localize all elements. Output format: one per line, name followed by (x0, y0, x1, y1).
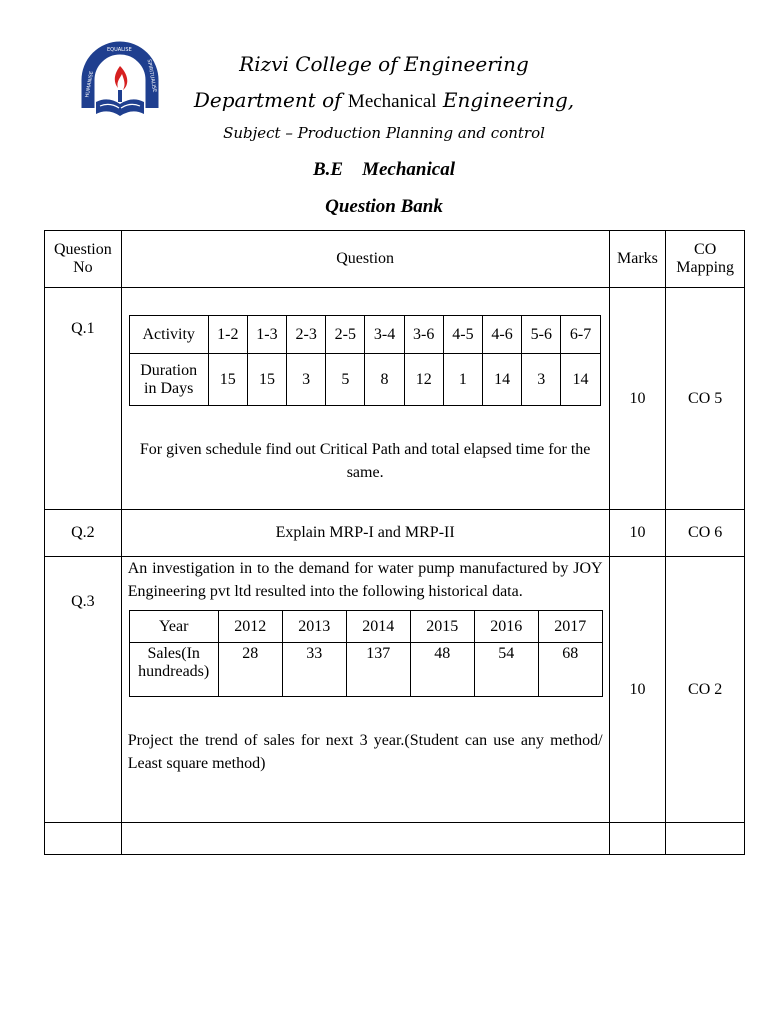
duration-cell: 12 (404, 354, 443, 406)
year-cell: 2017 (538, 611, 602, 643)
question-intro: An investigation in to the demand for water pump manufactured by JOY Engineering pvt ltd resulted into the following historical data. (127, 560, 603, 600)
question-number: Q.1 (45, 288, 122, 510)
sales-cell: 33 (282, 643, 346, 697)
year-cell: 2014 (346, 611, 410, 643)
subject-line: Subject – Production Planning and control (223, 124, 545, 142)
year-cell: 2016 (474, 611, 538, 643)
activity-cell: 3-6 (404, 316, 443, 354)
activity-table (129, 315, 601, 406)
empty-cell (45, 823, 122, 855)
svg-text:HUMANISE: HUMANISE (84, 70, 96, 98)
question-table (44, 230, 745, 855)
duration-cell: 3 (287, 354, 326, 406)
activity-cell: 6-7 (561, 316, 600, 354)
duration-cell: 15 (247, 354, 286, 406)
activity-cell: 4-6 (483, 316, 522, 354)
activity-cell: 5-6 (522, 316, 561, 354)
document-title: Question Bank (325, 196, 443, 217)
co-value: CO 5 (666, 288, 745, 510)
sales-cell: 48 (410, 643, 474, 697)
question-text: For given schedule find out Critical Path and total elapsed time for the same. (139, 441, 591, 481)
marks-value: 10 (609, 557, 666, 823)
empty-cell (666, 823, 745, 855)
year-cell: 2013 (282, 611, 346, 643)
sales-cell: 137 (346, 643, 410, 697)
empty-cell (609, 823, 666, 855)
activity-cell: 2-3 (287, 316, 326, 354)
question-text: Explain MRP-I and MRP-II (121, 510, 609, 557)
sales-cell: 28 (218, 643, 282, 697)
duration-label: Duration in Days (129, 354, 208, 406)
duration-cell: 14 (561, 354, 600, 406)
activity-cell: 3-4 (365, 316, 404, 354)
college-name: Rizvi College of Engineering (239, 52, 529, 76)
activity-cell: 2-5 (326, 316, 365, 354)
duration-cell: 15 (208, 354, 247, 406)
sales-cell: 54 (474, 643, 538, 697)
co-value: CO 2 (666, 557, 745, 823)
empty-row (45, 823, 745, 855)
sales-cell: 68 (538, 643, 602, 697)
duration-cell: 8 (365, 354, 404, 406)
department-name: Department of Mechanical Engineering, (193, 88, 575, 112)
duration-cell: 14 (483, 354, 522, 406)
question-content (121, 288, 609, 510)
question-content (121, 557, 609, 823)
co-value: CO 6 (666, 510, 745, 557)
year-cell: 2015 (410, 611, 474, 643)
header-co-mapping: CO Mapping (666, 231, 745, 288)
header-question-no: Question No (45, 231, 122, 288)
marks-value: 10 (609, 288, 666, 510)
activity-cell: 4-5 (443, 316, 482, 354)
empty-cell (121, 823, 609, 855)
duration-cell: 3 (522, 354, 561, 406)
duration-cell: 1 (443, 354, 482, 406)
svg-text:SPIRITUALISE: SPIRITUALISE (145, 58, 158, 93)
activity-label: Activity (129, 316, 208, 354)
svg-text:EQUALISE: EQUALISE (107, 47, 132, 53)
question-row-3 (45, 557, 745, 823)
duration-cell: 5 (326, 354, 365, 406)
activity-cell: 1-2 (208, 316, 247, 354)
sales-table (129, 610, 603, 697)
header-question: Question (121, 231, 609, 288)
marks-value: 10 (609, 510, 666, 557)
year-label: Year (129, 611, 218, 643)
question-row-1 (45, 288, 745, 510)
program-title: B.E Mechanical (313, 159, 455, 180)
table-header-row (45, 231, 745, 288)
sales-label: Sales(In hundreads) (129, 643, 218, 697)
question-text: Project the trend of sales for next 3 year.(Student can use any method/ Least square method) (127, 732, 603, 772)
activity-cell: 1-3 (247, 316, 286, 354)
year-cell: 2012 (218, 611, 282, 643)
header-marks: Marks (609, 231, 666, 288)
question-number: Q.2 (45, 510, 122, 557)
question-number: Q.3 (45, 557, 122, 823)
question-row-2 (45, 510, 745, 557)
